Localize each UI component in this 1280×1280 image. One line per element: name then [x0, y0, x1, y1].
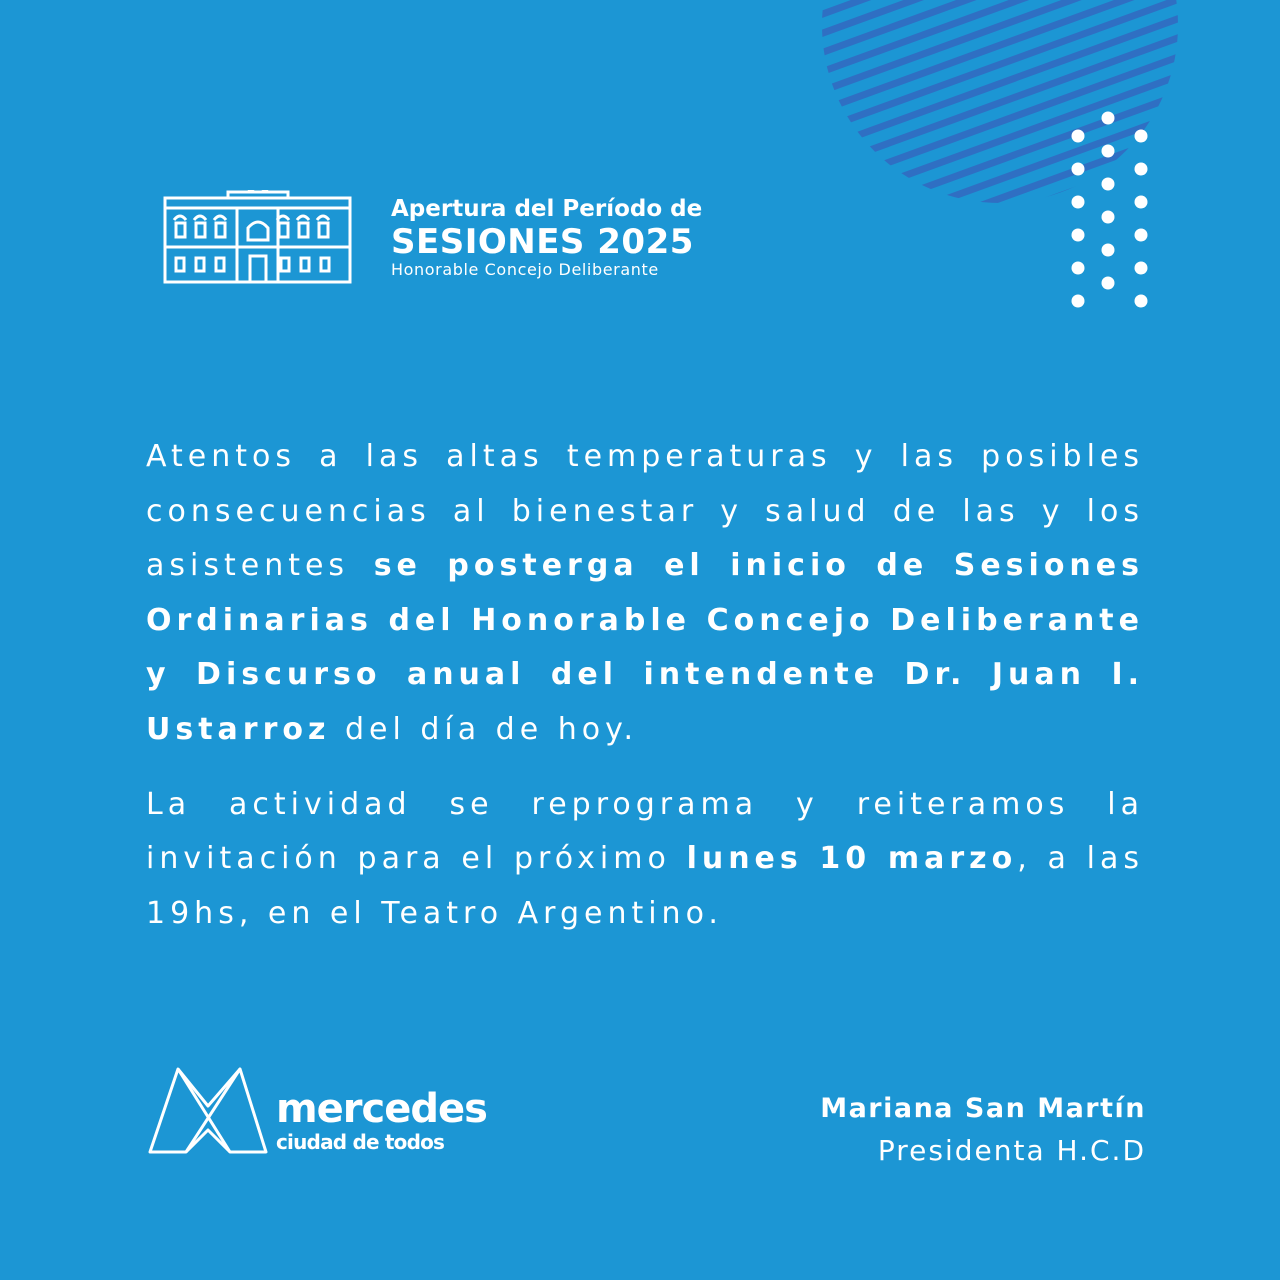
paragraph-2	[146, 778, 1144, 942]
mercedes-logo	[148, 1066, 487, 1160]
signer-name: Mariana San Martín	[820, 1093, 1146, 1124]
building-icon	[163, 190, 353, 285]
logo-tagline: ciudad de todos	[276, 1130, 445, 1154]
p2-bold: lunes 10 marzo	[686, 841, 1018, 877]
dots-decoration	[1060, 105, 1160, 315]
p1-text-c: del día de hoy.	[330, 711, 639, 747]
p2-text-a: La actividad se reprograma y reiteramos la invitación para el próximo	[146, 786, 1144, 877]
p1-bold: se posterga el inicio de Sesiones Ordinarias del Honorable Concejo Deliberante y Discurso anual del intendente Dr. Juan I. Ustarroz	[146, 548, 1144, 747]
signature-block	[820, 1088, 1146, 1172]
signer-role: Presidenta H.C.D	[877, 1134, 1146, 1167]
announcement-body	[146, 430, 1144, 941]
mercedes-m-icon	[148, 1066, 268, 1156]
header-title: SESIONES 2025	[391, 222, 694, 262]
logo-name: mercedes	[276, 1086, 487, 1132]
paragraph-1	[146, 430, 1144, 758]
p2-text-c: , a las 19hs, en el Teatro Argentino.	[146, 841, 1144, 931]
header-subtitle: Honorable Concejo Deliberante	[391, 260, 659, 279]
p1-text-a: Atentos a las altas temperaturas y las posibles consecuencias al bienestar y salud de las y los asistentes	[146, 439, 1144, 584]
header-line-1: Apertura del Período de	[391, 196, 703, 222]
